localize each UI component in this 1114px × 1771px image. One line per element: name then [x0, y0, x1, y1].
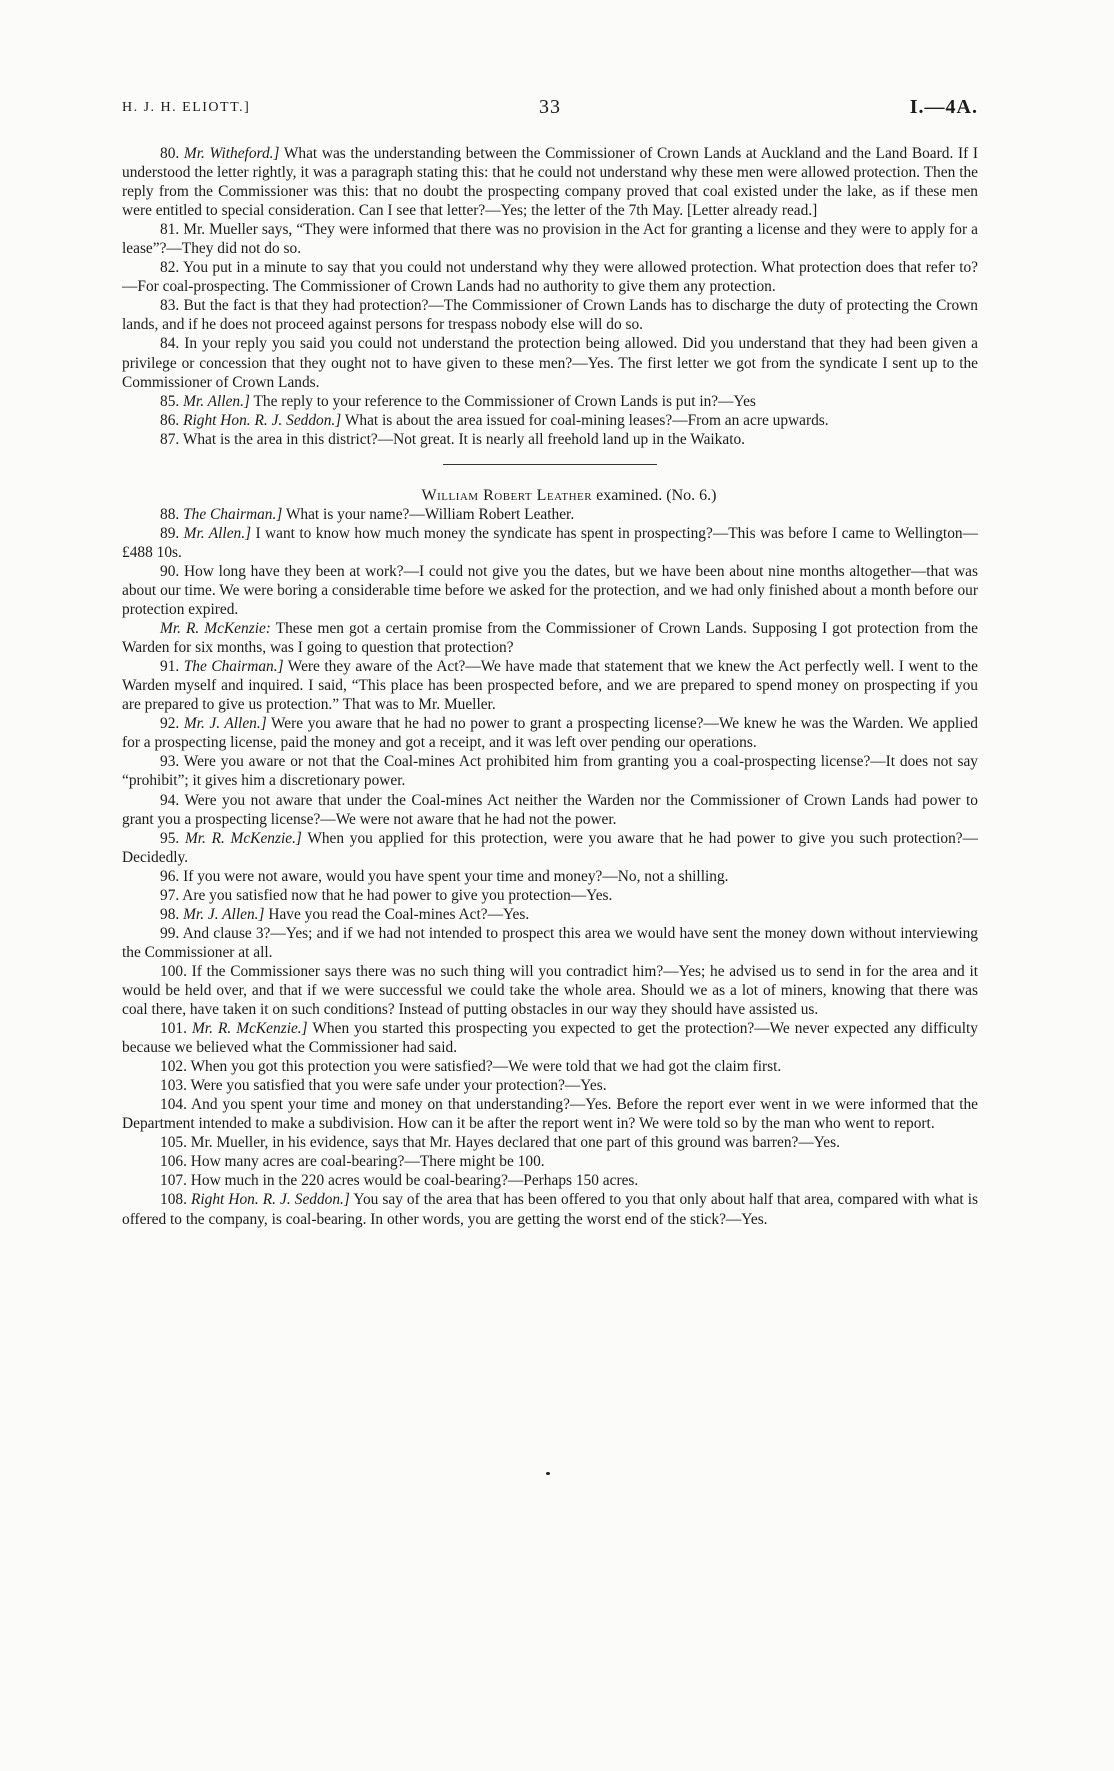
evidence-paragraph — [122, 505, 978, 524]
evidence-paragraph — [122, 791, 978, 829]
paragraph-text: If you were not aware, would you have spent your time and money?—No, not a shilling. — [179, 867, 729, 885]
evidence-paragraph — [122, 905, 978, 924]
evidence-paragraph — [122, 829, 978, 867]
evidence-part-2 — [122, 505, 978, 1229]
paragraph-text: I want to know how much money the syndicate has spent in prospecting?—This was before I came to Wellington—£488 10s. — [122, 524, 978, 561]
speaker: Mr. Allen.] — [183, 524, 252, 542]
paragraph-text: How much in the 220 acres would be coal-bearing?—Perhaps 150 acres. — [186, 1172, 639, 1190]
print-speck — [546, 1472, 550, 1475]
question-number: 80. — [160, 145, 180, 162]
witness-name: William Robert Leather — [421, 486, 593, 504]
paragraph-text: And you spent your time and money on that understanding?—Yes. Before the report ever went in we were informed that the Department intended to make a subdivision. How can it be after the report went in? We were told so by the man who went to report. — [122, 1096, 978, 1133]
evidence-paragraph — [122, 714, 978, 752]
evidence-paragraph — [122, 220, 978, 258]
speaker: Mr. J. Allen.] — [183, 715, 267, 733]
evidence-paragraph — [122, 411, 978, 430]
question-number: 82. — [160, 259, 180, 277]
speaker: Mr. R. McKenzie: — [160, 620, 271, 638]
paragraph-text: Have you read the Coal-mines Act?—Yes. — [264, 905, 530, 923]
speaker: Mr. Witheford.] — [183, 145, 280, 162]
section-divider — [443, 464, 657, 465]
question-number: 92. — [160, 715, 180, 733]
question-number: 100. — [160, 962, 187, 980]
paragraph-text: Mr. Mueller, in his evidence, says that Mr. Hayes declared that one part of this ground was barren?—Yes. — [186, 1134, 840, 1152]
paragraph-text: How many acres are coal-bearing?—There might be 100. — [186, 1153, 545, 1171]
evidence-paragraph — [122, 524, 978, 562]
question-number: 107. — [160, 1172, 187, 1190]
header-witness-name: H. J. H. ELIOTT.] — [122, 100, 251, 115]
evidence-paragraph — [122, 562, 978, 619]
evidence-paragraph — [122, 334, 978, 391]
paragraph-text: The reply to your reference to the Commissioner of Crown Lands is put in?—Yes — [249, 392, 756, 410]
speaker: Mr. Allen.] — [183, 392, 250, 410]
paragraph-text: What is the area in this district?—Not great. It is nearly all freehold land up in the Waikato. — [179, 430, 746, 448]
document-body — [122, 144, 978, 1229]
question-number: 101. — [160, 1020, 187, 1038]
paragraph-text: When you applied for this protection, were you aware that he had power to give you such protection?—Decidedly. — [122, 829, 979, 866]
witness-heading — [122, 486, 978, 505]
paragraph-text: Were they aware of the Act?—We have made that statement that we knew the Act perfectly well. I went to the Warden myself and inquired. I said, “This place has been prospected before, and we are prepared to spend money on prospecting if you are prepared to give us protection.” That was to Mr. Mueller. — [122, 658, 978, 714]
question-number: 84. — [160, 335, 180, 353]
evidence-paragraph — [122, 430, 978, 449]
evidence-paragraph — [122, 962, 978, 1019]
evidence-paragraph — [122, 619, 978, 657]
question-number: 108. — [160, 1191, 187, 1209]
question-number: 94. — [160, 791, 180, 809]
question-number: 85. — [160, 392, 180, 410]
evidence-paragraph — [122, 1057, 978, 1076]
question-number: 96. — [160, 867, 180, 885]
paragraph-text: Mr. Mueller says, “They were informed that there was no provision in the Act for granting a license and they were to apply for a lease”?—They did not do so. — [122, 221, 978, 258]
question-number: 106. — [160, 1153, 187, 1171]
evidence-paragraph — [122, 867, 978, 886]
page-header — [122, 96, 978, 122]
evidence-paragraph — [122, 258, 978, 296]
question-number: 81. — [160, 221, 180, 239]
question-number: 91. — [160, 658, 180, 676]
evidence-paragraph — [122, 296, 978, 334]
paragraph-text: What was the understanding between the Commissioner of Crown Lands at Auckland and the Land Board. If I understood the letter rightly, it was a paragraph stating this: that he could not understand why these men were allowed protection. Then the reply from the Commissioner was this: that no doubt the prospecting company proved that coal existed under the lake, as if these men were entitled to special consideration. Can I see that letter?—Yes; the letter of the 7th May. [Letter already read.] — [122, 145, 978, 220]
speaker: The Chairman.] — [183, 505, 283, 523]
evidence-paragraph — [122, 1019, 978, 1057]
paragraph-text: What is about the area issued for coal-mining leases?—From an acre upwards. — [341, 411, 829, 429]
paragraph-text: What is your name?—William Robert Leather. — [282, 505, 575, 523]
evidence-paragraph — [122, 1133, 978, 1152]
evidence-paragraph — [122, 1152, 978, 1171]
question-number: 97. — [160, 886, 180, 904]
speaker: Mr. R. McKenzie.] — [191, 1020, 308, 1038]
paragraph-text: If the Commissioner says there was no such thing will you contradict him?—Yes; he advised us to send in for the area and it would be held over, and that if we were successful we could take the whole area. Should we as a lot of miners, knowing that there was coal there, have taken it on such conditions? Instead of putting obstacles in our way they should have assisted us. — [122, 962, 978, 1019]
evidence-paragraph — [122, 392, 978, 411]
evidence-paragraph — [122, 657, 978, 714]
question-number: 105. — [160, 1134, 187, 1152]
question-number: 99. — [160, 924, 180, 942]
witness-heading-rest: examined. (No. 6.) — [592, 486, 717, 504]
paragraph-text: These men got a certain promise from the Commissioner of Crown Lands. Supposing I got protection from the Warden for six months, was I going to question that protection? — [122, 620, 978, 657]
question-number: 90. — [160, 562, 180, 580]
question-number: 95. — [160, 829, 180, 847]
question-number: 93. — [160, 753, 180, 771]
page-number: 33 — [539, 96, 561, 118]
question-number: 88. — [160, 505, 180, 523]
evidence-paragraph — [122, 144, 978, 220]
speaker: The Chairman.] — [183, 658, 284, 676]
paragraph-text: How long have they been at work?—I could not give you the dates, but we have been about nine months altogether—that was about our time. We were boring a considerable time before we asked for the protection, and we had only finished about a month before our protection expired. — [122, 562, 978, 619]
question-number: 103. — [160, 1077, 187, 1095]
question-number: 86. — [160, 411, 180, 429]
paragraph-text: And clause 3?—Yes; and if we had not intended to prospect this area we would have sent the money down without interviewing the Commissioner at all. — [122, 924, 978, 961]
speaker: Right Hon. R. J. Seddon.] — [190, 1191, 350, 1209]
evidence-paragraph — [122, 924, 978, 962]
speaker: Right Hon. R. J. Seddon.] — [183, 411, 342, 429]
paragraph-text: When you started this prospecting you expected to get the protection?—We never expected any difficulty because we believed what the Commissioner had said. — [122, 1020, 978, 1057]
evidence-paragraph — [122, 752, 978, 790]
question-number: 104. — [160, 1096, 187, 1114]
evidence-paragraph — [122, 1095, 978, 1133]
paragraph-text: Were you satisfied that you were safe under your protection?—Yes. — [186, 1077, 607, 1095]
paragraph-text: You say of the area that has been offered to you that only about half that area, compared with what is offered to the company, is coal-bearing. In other words, you are getting the worst end of the stick?—Yes. — [122, 1191, 978, 1228]
paper-reference: I.—4A. — [909, 96, 978, 118]
evidence-paragraph — [122, 1076, 978, 1095]
speaker: Mr. J. Allen.] — [183, 905, 265, 923]
paragraph-text: In your reply you said you could not understand the protection being allowed. Did you understand that they had been given a privilege or concession that they ought not to have given to these men?—Yes. The first letter we got from the syndicate I sent up to the Commissioner of Crown Lands. — [122, 335, 978, 391]
question-number: 83. — [160, 297, 180, 315]
evidence-part-1 — [122, 144, 978, 449]
speaker: Mr. R. McKenzie.] — [184, 829, 302, 847]
evidence-paragraph — [122, 1171, 978, 1190]
question-number: 89. — [160, 524, 180, 542]
paragraph-text: When you got this protection you were satisfied?—We were told that we had got the claim first. — [186, 1058, 782, 1076]
paragraph-text: You put in a minute to say that you could not understand why they were allowed protection. What protection does that refer to?—For coal-prospecting. The Commissioner of Crown Lands had no authority to give them any protection. — [122, 259, 978, 296]
question-number: 98. — [160, 905, 180, 923]
paragraph-text: Were you aware or not that the Coal-mines Act prohibited him from granting you a coal-prospecting license?—It does not say “prohibit”; it gives him a discretionary power. — [122, 753, 978, 790]
question-number: 102. — [160, 1058, 187, 1076]
question-number: 87. — [160, 430, 180, 448]
paragraph-text: But the fact is that they had protection?—The Commissioner of Crown Lands has to discharge the duty of protecting the Crown lands, and if he does not proceed against persons for trespass nobody else will do so. — [122, 297, 978, 334]
paragraph-text: Are you satisfied now that he had power to give you protection—Yes. — [179, 886, 613, 904]
paragraph-text: Were you not aware that under the Coal-mines Act neither the Warden nor the Commissioner of Crown Lands had power to grant you a prospecting license?—We were not aware that he had not the power. — [122, 791, 978, 828]
paragraph-text: Were you aware that he had no power to grant a prospecting license?—We knew he was the Warden. We applied for a prospecting license, paid the money and got a receipt, and it was left over pending our operations. — [122, 715, 978, 752]
evidence-paragraph — [122, 886, 978, 905]
evidence-paragraph — [122, 1190, 978, 1228]
